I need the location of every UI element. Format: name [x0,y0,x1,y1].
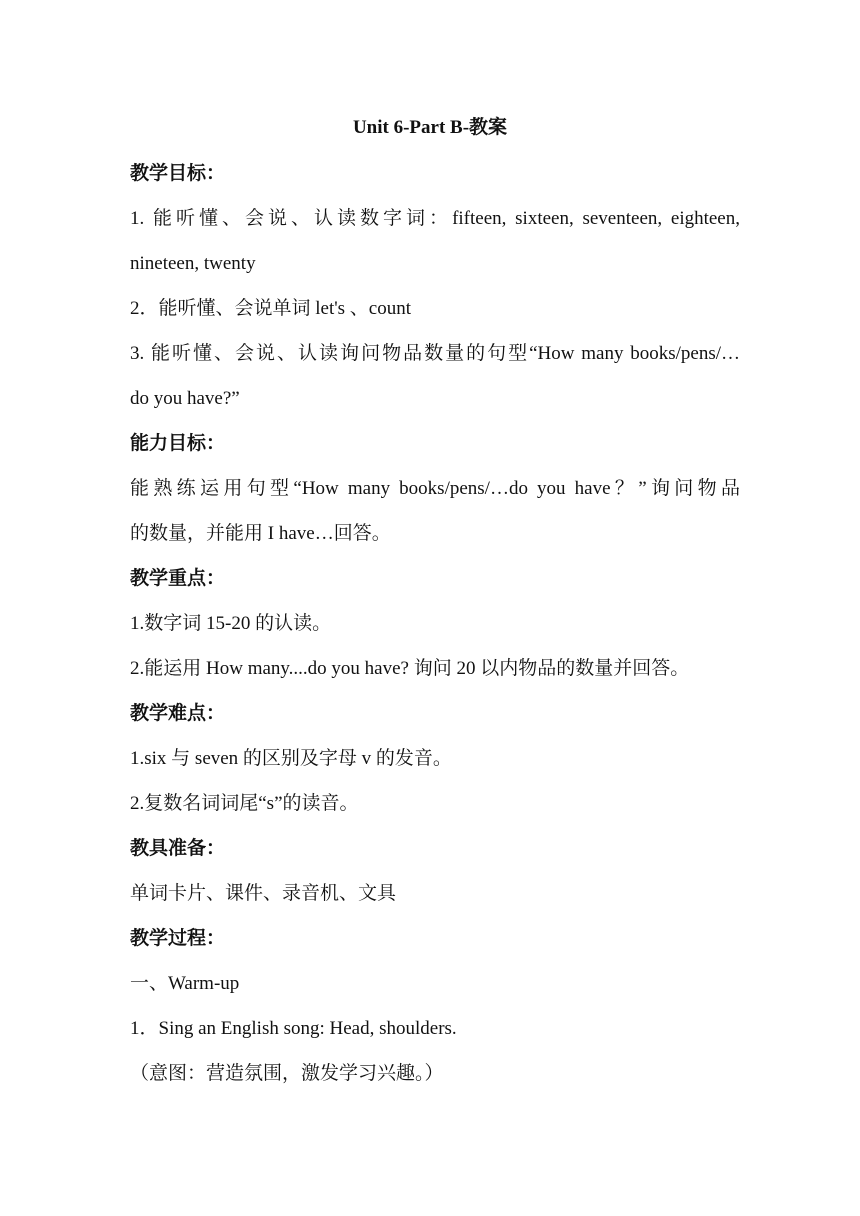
section-heading-difficult-points: 教学难点： [130,703,226,724]
paragraph-line: 1.数字词 15-20 的认读。 [130,613,332,634]
paragraph-line: 的数量，并能用 I have…回答。 [130,523,391,544]
document-title: Unit 6-Part B-教案 [352,117,508,138]
paragraph-line: 1．Sing an English song: Head, shoulders. [130,1018,457,1039]
paragraph-line: 单词卡片、课件、录音机、文具 [130,883,397,904]
paragraph-line: nineteen, twenty [130,253,256,274]
paragraph-line: 2.能运用 How many....do you have? 询问 20 以内物品的数量并回答。 [130,658,690,679]
section-heading-ability-objectives: 能力目标： [130,433,226,454]
paragraph-line: do you have?” [130,388,240,409]
section-heading-teaching-objectives: 教学目标： [130,163,226,184]
paragraph-line: 1.six 与 seven 的区别及字母 v 的发音。 [130,748,452,769]
paragraph-line: 一、Warm-up [130,973,240,994]
section-heading-teaching-process: 教学过程： [130,928,226,949]
section-heading-key-points: 教学重点： [130,568,226,589]
paragraph-line: 1. 能听懂、会说、认读数字词：fifteen, sixteen, seventeen, eighteen, [130,208,740,229]
paragraph-line: 3. 能听懂、会说、认读询问物品数量的句型“How many books/pens/… [130,343,740,364]
section-heading-teaching-aids: 教具准备： [130,838,226,859]
paragraph-line: （意图：营造氛围，激发学习兴趣。） [130,1063,444,1084]
paragraph-line: 2.复数名词词尾“s”的读音。 [130,793,359,814]
paragraph-line: 能熟练运用句型“How many books/pens/…do you have？”询问物品 [130,478,740,499]
paragraph-line: 2．能听懂、会说单词 let's 、count [130,298,412,319]
